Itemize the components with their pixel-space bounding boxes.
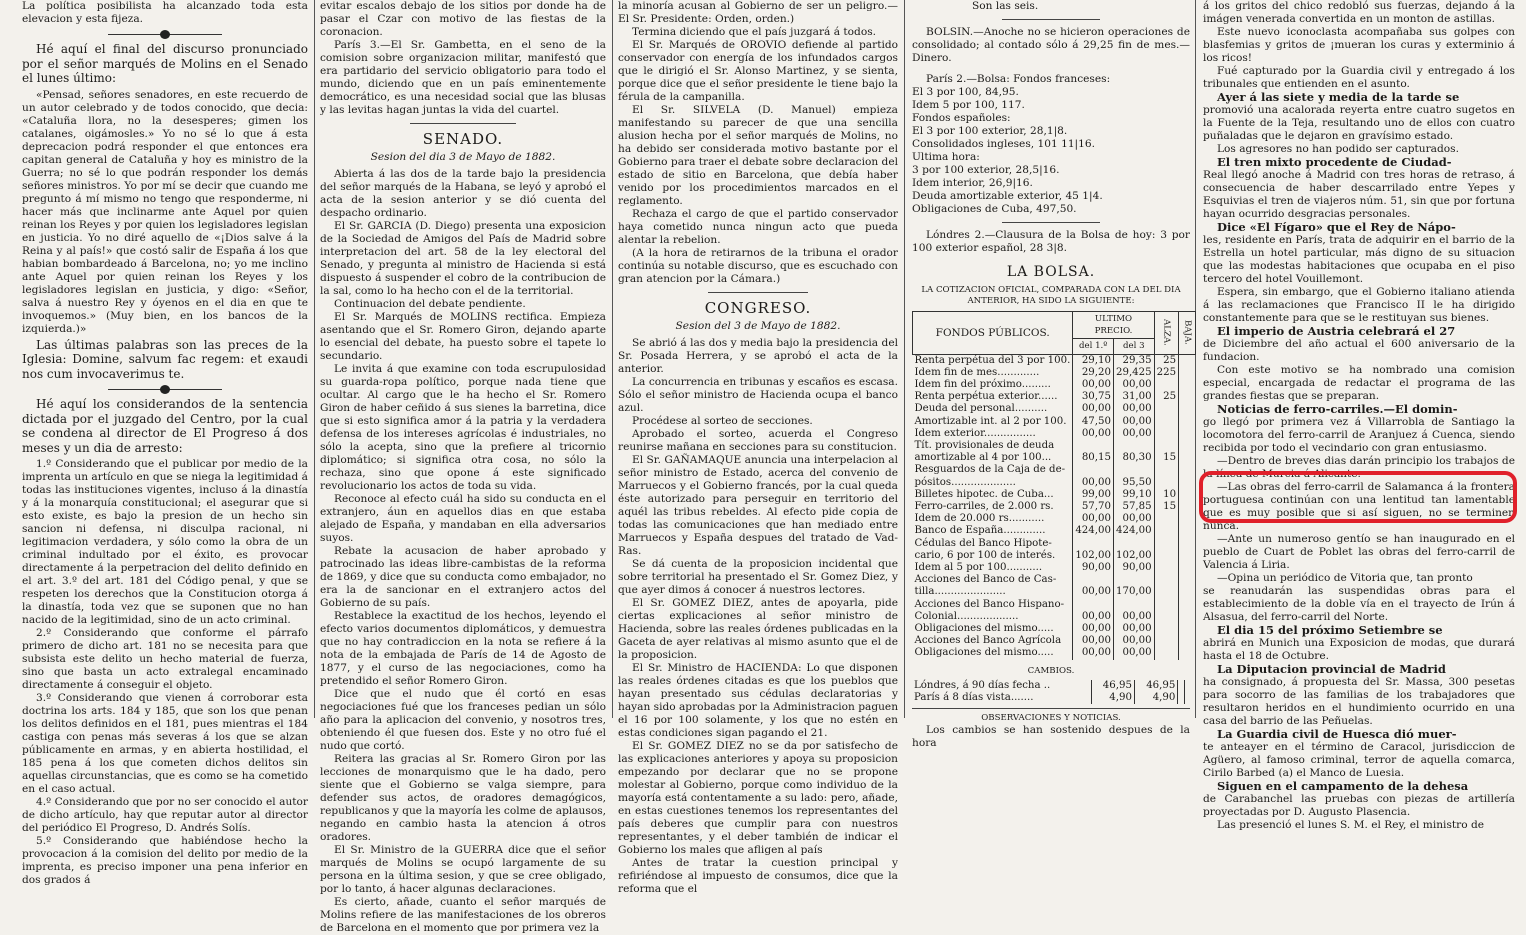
baja-value [1179,623,1196,635]
alza-value [1154,599,1178,611]
alza-value [1154,477,1178,489]
fondo-name: Acciones del Banco Hispano- [914,598,1065,610]
precio-del-1: 00,00 [1073,635,1114,647]
precio-del-3: 90,00 [1113,562,1154,574]
column-3 [618,0,899,895]
col4-top: Son las seis. [972,0,1039,12]
col5-para-9: Con este motivo se ha nombrado una comision especial, encargada de redactar el programa de las grandes fiestas que se preparan. [1203,364,1515,402]
paris-bolsa-line: Deuda amortizable exterior, 45 1|4. [912,190,1103,202]
alza-value: 15 [1154,501,1178,513]
red-highlight-box [1199,471,1517,523]
congreso-para-2: La concurrencia en tribunas y escaños es escasa. Sólo el señor ministro de Hacienda ocupa el banco azul. [618,376,898,414]
news-heading-ayer: Ayer á las siete y media de la tarde se [1217,90,1460,104]
news-heading-figaro: Dice «El Fígaro» que el Rey de Nápo- [1217,220,1456,234]
cambio-baja [1184,680,1190,692]
paris-bolsa-lines [912,73,1190,216]
paris-bolsa-line: Idem 5 por 100, 117. [912,99,1025,111]
paris-bolsa-line: Ultima hora: [912,151,980,163]
section-rule [410,123,516,124]
fondo-name: Resguardos de la Caja de de- [914,464,1066,476]
precio-del-3: 00,00 [1113,416,1154,428]
alza-value [1154,611,1178,623]
precio-del-1: 00,00 [1073,428,1114,440]
table-row [913,574,1196,586]
col5-para-8: de Diciembre del año actual el 600 aniversario de la fundacion. [1203,338,1515,363]
baja-value [1179,403,1196,415]
separator-ornament [22,30,308,38]
baja-value [1179,635,1196,647]
fondos-header: FONDOS PÚBLICOS. [913,312,1073,355]
table-row [913,354,1196,367]
fondo-name: Idem fin del próximo......... [914,379,1051,391]
bolsin-paragraph: BOLSIN.—Anoche no se hicieron operaciones de consolidado; al contado sólo á 29,25 fin de mes.—Dinero. [912,26,1190,64]
alza-value [1154,623,1178,635]
bolsa-subtitle: LA COTIZACION OFICIAL, COMPARADA CON LA DEL DIA ANTERIOR, HA SIDO LA SIGUIENTE: [921,285,1181,306]
baja-value [1179,354,1196,367]
col5-para-18: te anteayer en el término de Caracol, jurisdiccion de Agüero, al famoso criminal, terror de aquella comarca, Cirilo Barbed (a) el Manco de Luesia. [1203,741,1515,779]
col5-para-19: de Carabanchel las pruebas con piezas de artillería proyectadas por D. Augusto Plasencia. [1203,793,1515,818]
congreso-para-9: El Sr. GOMEZ DIEZ no se da por satisfecho de las explicaciones anteriores y apoya su proposicion empezando por declarar que no se propone molestar al Gobierno, porque como individuo de la mayoría está contentamente a su lado: pero, añade, en estas cuestiones tenemos los representantes del país deberes que cumplir para con nuestros representantes, y el deber también de indicar el Gobierno los males que afligen al país [618,740,898,856]
table-row [913,391,1196,403]
precio-del-1: 102,00 [1073,550,1114,562]
table-row [913,452,1196,464]
precio-del-1: 00,00 [1073,403,1114,415]
column-rule-1 [314,0,315,718]
precio-del-3: 00,00 [1113,513,1154,525]
precio-del-1 [1073,464,1114,476]
baja-value [1179,452,1196,464]
alza-value [1154,513,1178,525]
col5-para-14-highlighted: —Opina un periódico de Vitoria que, tan pronto [1217,572,1473,584]
fondo-name: tilla...................... [914,586,1006,598]
senado-para-6: Reconoce al efecto cuál ha sido su conducta en el extranjero, áun en aquellos dias en que estaba alejado de España, y mandaban en ella adversarios suyos. [320,493,606,544]
col5-para-12: —Las obras del ferro-carril de Salamanca á la frontera portuguesa continúan con una lentitud tan lamentable que es muy posible que si así siguen, no se terminen nunca. [1203,481,1515,532]
cambio-name: Lóndres, á 90 días fecha .. [914,679,1051,691]
column-rule-2 [612,0,613,718]
col1-intro: Hé aquí el final del discurso pronunciado por el señor marqués de Molins en el Senado el lunes último: [22,42,308,85]
table-row [913,367,1196,379]
baja-value [1179,464,1196,476]
table-row [913,623,1196,635]
col5-para-6: les, residente en París, trata de adquirir en el barrio de la Estrella un hotel particular, más digno de su situacion que las modestas habitaciones que ocupaba en el piso tercero del hotel Vouillemont. [1203,234,1515,285]
fondo-name: Billetes hipotec. de Cuba... [914,488,1054,500]
bolsa-heading: LA BOLSA. [1006,264,1096,280]
col3-para-1: Termina diciendo que el país juzgará á todos. [632,26,876,38]
alza-value [1154,440,1178,452]
precio-del-1: 00,00 [1073,623,1114,635]
col5-para-1: Este nuevo iconoclasta acompañaba sus golpes con blasfemias y gritos de ¡mueran los curas y exterminio á los ricos! [1203,26,1515,64]
col3-para-3: El Sr. SILVELA (D. Manuel) empieza manifestando su parecer de que una sencilla alusion hecha por el señor marqués de Molins, no ha debido ser considerada motivo bastante por el Gobierno para traer el debate sobre declaracion del estado de sitio en Barcelona, que debía haber venido por los procedimientos marcados en el reglamento. [618,104,898,207]
table-row [913,379,1196,391]
table-row [913,513,1196,525]
precio-del-1: 00,00 [1073,586,1114,598]
baja-value [1179,428,1196,440]
congreso-para-3: Procédese al sorteo de secciones. [632,415,813,427]
fondo-name: Idem fin de mes............. [914,366,1040,378]
congreso-heading: CONGRESO. [704,299,812,317]
alza-value [1154,538,1178,550]
baja-value [1179,513,1196,525]
londres-paragraph: Lóndres 2.—Clausura de la Bolsa de hoy: 3 por 100 exterior español, 28 3|8. [912,229,1190,254]
congreso-para-6: Se dá cuenta de la proposicion incidental que sobre territorial ha presentado el Sr. Gomez Diez, y que ayer dimos á conocer á nuestros lectores. [618,558,898,596]
senado-para-3: Continuacion del debate pendiente. [334,298,526,310]
congreso-session-date: Sesion del 3 de Mayo de 1882. [675,320,841,332]
news-heading-tren: El tren mixto procedente de Ciudad- [1217,155,1452,169]
precio-del-1: 30,75 [1073,391,1114,403]
fondo-name: Renta perpétua del 3 por 100. [914,354,1071,366]
col1-speech-quote: «Pensad, señores senadores, en este recuerdo de un autor celebrado y de todos conocido, que decia: «Cataluña llora, no la desesperes; gimen los catalanes, oigámosles.» Yo no sé lo que á esta deprecacion podrá responder el que entonces era capitan general de Cataluña y hoy es ministro de la Guerra; no sé lo que podrán responder los demás señores ministros. Yo por mí se decir que cuando me pregunto á mí mismo no tengo que responderme, ni hacer más que inclinarme ante Aquel por quien reinan los Reyes y por quien los legisladores legislan en justicia. Yo no diré aquello de «¡Dios salve á la Reina y al país!» que costó salir de España á los que habian bombardeado á Barcelona, no; yo me inclino ante Aquel por quien reinan los Reyes y los legisladores legislan en justicia, y digo: «Señor, salva á nuestro Rey y óyenos en el dia en que te invoquemos.» (Muy bien, en los bancos de la izquierda.)» [22,88,308,335]
col1-considerando-5: 5.º Considerando que habiéndose hecho la provocacion á la comision del delito por medio de la imprenta, es preciso imponer una pena inferior en dos grados á [22,835,308,886]
alza-value [1154,464,1178,476]
fondo-name: Idem exterior................ [914,427,1036,439]
baja-value [1179,550,1196,562]
alza-value [1154,647,1178,659]
baja-header: BAJA. [1179,312,1196,355]
precio-del-1 [1073,538,1114,550]
col5-para-11: —Dentro de breves dias darán principio los trabajos de la línea de Murcia á Alicante. [1203,455,1515,480]
baja-value [1179,379,1196,391]
cambio-del-1: 46,95 [1091,680,1134,692]
alza-value [1154,635,1178,647]
baja-value [1179,416,1196,428]
table-row [912,680,1190,692]
table-row [913,525,1196,537]
fondo-name: Cédulas del Banco Hipote- [914,537,1052,549]
fondo-name: Acciones del Banco Agrícola [914,635,1062,647]
alza-value: 15 [1154,452,1178,464]
precio-del-3: 00,00 [1113,623,1154,635]
senado-para-7: Rebate la acusacion de haber aprobado y patrocinado las ideas libre-cambistas de la reforma de 1869, y dice que su conducta como embajador, no era la de sancionar en el extranjero actos del Gobierno de su país. [320,545,606,609]
precio-del-1: 00,00 [1073,647,1114,659]
senado-para-5: Le invita á que examine con toda escrupulosidad su guarda-ropa político, porque nada tiene que ocultar. Al cargo que le ha hecho el Sr. Romero Giron de haber ceñido á sus sienes la barretina, dice que si esto significa amor á la patria y la verdadera defensa de los intereses agrícolas é industriales, no sólo la acepta, sino que la prefiere al tricornio diplomático; si significa otra cosa, no sólo la rechaza, sino que opone á este significado revolucionario los actos de toda su vida. [320,363,606,492]
fondo-name: cario, 6 por 100 de interés. [914,549,1056,561]
baja-value [1179,489,1196,501]
precio-del-1: 00,00 [1073,477,1114,489]
alza-value [1154,379,1178,391]
baja-value [1179,440,1196,452]
section-rule [1002,19,1100,20]
fondo-name: Tít. provisionales de deuda [914,440,1055,452]
precio-del-3: 29,35 [1113,354,1154,367]
precio-del-1: 00,00 [1073,379,1114,391]
precio-del-1: 29,10 [1073,354,1114,367]
news-heading-ferrocarriles: Noticias de ferro-carriles.—El domin- [1217,402,1458,416]
congreso-para-10: Antes de tratar la cuestion principal y refiriéndose al impuesto de consumos, dice que la reforma que el [618,857,898,895]
cambio-baja [1184,692,1190,704]
fondo-name: Deuda del personal.......... [914,403,1048,415]
senado-para-1: Abierta á las dos de la tarde bajo la presidencia del señor marqués de la Habana, se leyó y aprobó el acta de la sesion anterior y se dió cuenta del despacho ordinario. [320,168,606,219]
baja-value [1179,574,1196,586]
fondo-name: Banco de España............. [914,525,1046,537]
table-row [913,611,1196,623]
baja-value [1179,611,1196,623]
table-row [913,562,1196,574]
precio-del-1: 00,00 [1073,513,1114,525]
col1-prayer: Las últimas palabras son las preces de la Iglesia: Domine, salvum fac regem: et exaudi nos cum invocaverimus te. [22,337,308,381]
precio-del-3: 00,00 [1113,379,1154,391]
precio-del-3: 31,00 [1113,391,1154,403]
precio-del-3 [1113,538,1154,550]
table-row [912,692,1190,704]
col2-paris-telegram: París 3.—El Sr. Gambetta, en el seno de la comision sobre organizacion militar, manifestó que era partidario del servicio obligatorio para todo el mundo, diciendo que en un país eminentemente democrático, es una necesidad social que las blusas y las levitas hagan juntas la vida del cuartel. [320,39,606,116]
paris-bolsa-line: Fondos españoles: [912,112,1011,124]
col3-para-5: (A la hora de retirarnos de la tribuna el orador continúa su notable discurso, que es escuchado con gran atencion por la Cámara.) [618,247,898,285]
col5-para-7: Espera, sin embargo, que el Gobierno italiano atienda á las reclamaciones que Francisco II le ha dirigido constantemente para que se le restituyan sus bienes. [1203,286,1515,324]
table-row [913,489,1196,501]
fondo-name: Ferro-carriles, de 2.000 rs. [914,501,1054,513]
col5-para-10: go llegó por primera vez á Villarrobla de Santiago la locomotora del ferro-carril de Aranjuez á Cuenca, siendo recibida por todo el vecindario con gran entusiasmo. [1203,416,1515,454]
table-row [913,586,1196,598]
paris-bolsa-line: Obligaciones de Cuba, 497,50. [912,203,1077,215]
senado-para-9: Dice que el nudo que él cortó en esas negociaciones fué que los franceses pedian un sólo año para la aplicacion del convenio, y nosotros tres, obteniendo él que fuesen dos. Este y no otro fué el nudo que cortó. [320,688,606,752]
table-row [913,599,1196,611]
precio-del-1: 80,15 [1073,452,1114,464]
section-rule [708,292,808,293]
congreso-para-5: El Sr. GAÑAMAQUE anuncia una interpelacion al señor ministro de Estado, acerca del convenio de Marruecos y el Gobierno francés, por la cual queda éste autorizado para perseguir en territorio del aquél las tribus rebeldes. Al efecto pide copia de todas las comunicaciones que han mediado entre Marruecos y España despues del tratado de Vad-Ras. [618,454,898,557]
alza-value [1154,550,1178,562]
congreso-para-7: El Sr. GOMEZ DIEZ, antes de apoyarla, pide ciertas explicaciones al señor ministro de Hacienda, sobre las reales órdenes publicadas en la Gaceta de ayer relativas al mismo asunto que el de la proposicion. [618,597,898,661]
precio-del-3: 00,00 [1113,403,1154,415]
baja-value [1179,599,1196,611]
alza-value: 25 [1154,354,1178,367]
col5-para-13-highlighted: —Ante un numeroso gentío se han inaugurado en el pueblo de Cuart de Poblet las obras del ferro-carril de Valencia á Liria. [1203,533,1515,571]
senado-session-date: Sesion del dia 3 de Mayo de 1882. [370,151,556,163]
column-4 [912,0,1193,750]
paris-bolsa-line: El 3 por 100 exterior, 28,1|8. [912,125,1068,137]
table-row [913,550,1196,562]
fondo-name: Amortizable int. al 2 por 100. [914,415,1067,427]
baja-value [1179,367,1196,379]
precio-del-3: 00,00 [1113,647,1154,659]
paris-bolsa-line: 3 por 100 exterior, 28,5|16. [912,164,1060,176]
col1-considerando-2: 2.º Considerando que conforme el párrafo primero de dicho art. 181 no se necesita para que subsista este delito un hecho material de fuerza, sino que basta un acto extralegal encaminado directamente á conseguir el objeto. [22,627,308,691]
fondos-table [912,311,1196,660]
col1-top: La política posibilista ha alcanzado toda esta elevacion y esta fijeza. [22,0,308,25]
table-row [913,501,1196,513]
column-2 [320,0,606,934]
paris-bolsa-line: París 2.—Bolsa: Fondos franceses: [926,73,1111,85]
news-heading-setiembre: El dia 15 del próximo Setiembre se [1217,623,1443,637]
col1-considerando-3: 3.º Considerando que vienen á corroborar esta doctrina los arts. 184 y 185, que son los que penan los delitos definidos en el 181, pues mientras el 184 castiga con penas más severas á los que se alzan públicamente en armas, y en abierta hostilidad, el 185 pena á los que cometen dichos delitos sin aquellas circunstancias, que es como se ha cometido en el caso actual. [22,692,308,795]
precio-del-3: 00,00 [1113,611,1154,623]
fondo-name: amortizable al 4 por 100... [914,452,1052,464]
alza-value [1154,525,1178,537]
baja-value [1179,525,1196,537]
precio-del-3 [1113,599,1154,611]
column-1 [22,0,308,886]
fondo-name: Obligaciones del mismo..... [914,623,1054,635]
section-rule [1002,222,1100,223]
section-rule [912,708,1190,709]
news-heading-carabanchel: Siguen en el campamento de la dehesa [1217,779,1469,793]
precio-del-1: 00,00 [1073,611,1114,623]
paris-bolsa-line: Consolidados ingleses, 101 11|16. [912,138,1095,150]
precio-del-1: 47,50 [1073,416,1114,428]
baja-value [1179,562,1196,574]
senado-para-11: El Sr. Ministro de la GUERRA dice que el señor marqués de Molins se ocupó largamente de su persona en la última sesion, y que se cree obligado, por lo tanto, á hacer algunas declaraciones. [320,844,606,895]
col1-considerando-4: 4.º Considerando que por no ser conocido el autor de dicho artículo, hay que reputar autor al director del periódico El Progreso, D. Andrés Solís. [22,796,308,834]
paris-bolsa-line: Idem interior, 26,9|16. [912,177,1033,189]
col5-para-3: promovió una acalorada reyerta entre cuatro sugetos en la Fuente de la Teja, resultando uno de ellos con cuatro puñaladas que le dejaron en gravísimo estado. [1203,104,1515,142]
col5-para-17: ha consignado, á propuesta del Sr. Massa, 300 pesetas para socorro de las familias de los trabajadores que resultaron heridos en el hundimiento ocurrido en una casa del barrio de las Peñuelas. [1203,676,1515,727]
col5-para-4: Los agresores no han podido ser capturados. [1217,143,1459,155]
table-row [913,428,1196,440]
table-row [913,403,1196,415]
congreso-para-8: El Sr. Ministro de HACIENDA: Lo que disponen las reales órdenes citadas es que los pueblos que hayan presentado sus cédulas declaratorias y hayan sido aprobadas por la Administracion paguen el 16 por 100 solamente, y los que no estén en estas condiciones sigan pagando el 21. [618,662,899,739]
col5-para-5: Real llegó anoche á Madrid con tres horas de retraso, á consecuencia de haber descarrilado entre Yepes y Esquivias el tren de viajeros núm. 51, sin que por fortuna hayan ocurrido desgracias personales. [1203,169,1515,220]
col5-para-15: se reanudarán las suspendidas obras para el establecimiento de la doble vía en el trayecto de Irún á Alsasua, del ferro-carril del Norte. [1203,585,1515,623]
precio-del-3 [1113,574,1154,586]
precio-del-3: 95,50 [1113,477,1154,489]
alza-header: ALZA. [1154,312,1178,355]
precio-del-3: 80,30 [1113,452,1154,464]
fondo-name: Renta perpétua exterior...... [914,391,1058,403]
del1-header: del 1.º [1073,339,1114,354]
col3-para-2: El Sr. Marqués de OROVIO defiende al partido conservador con energía de los infundados cargos que le dirigió el Sr. Alonso Martinez, y se sienta, porque dice que el señor presidente le tiene bajo la férula de la campanilla. [618,39,898,103]
table-row [913,647,1196,659]
baja-value [1179,501,1196,513]
col5-para-20: Las presenció el lunes S. M. el Rey, el ministro de [1217,819,1484,831]
alza-value [1154,586,1178,598]
table-row [913,477,1196,489]
congreso-para-4: Aprobado el sorteo, acuerda el Congreso reunirse mañana en secciones para su constitucion. [618,428,898,453]
precio-del-3: 29,425 [1113,367,1154,379]
col1-considerando-1: 1.º Considerando que el publicar por medio de la imprenta un artículo en que se niega la legitimidad á todas las instituciones vigentes, incluso á la dinastía y á la monarquía constitucional; el asegurar que si esto existe, es bajo la presion de un hecho sin sancion ni defensa, ni disculpa racional, ni legitimacion verdadera, y sólo como la obra de un criminal indultado por el éxito, es provocar directamente á la perpetracion del delito definido en el art. 3.º del art. 181 del Código penal, y que se respeten los derechos que la Constitucion otorga á la dinastía, toda vez que se suponen que no han nacido de la legitimidad, sino de un acto criminal. [22,458,308,626]
alza-value [1154,562,1178,574]
col5-para-16: abrirá en Munich una Exposicion de modas, que durará hasta el 18 de Octubre. [1203,637,1515,662]
precio-del-3: 170,00 [1113,586,1154,598]
fondo-name: Acciones del Banco de Cas- [914,574,1057,586]
alza-value: 225 [1154,367,1178,379]
cambio-del-3: 46,95 [1134,680,1177,692]
del3-header: del 3 [1113,339,1154,354]
senado-para-8: Restablece la exactitud de los hechos, leyendo el efecto varios documentos diplomáticos, y demuestra que no hay contradiccion en la nota se refiere á la nota de la embajada de París de 14 de Agosto de 1877, y el curso de las negociaciones, como ha pretendido el señor Romero Giron. [320,610,606,687]
senado-para-4: El Sr. Marqués de MOLINS rectifica. Empieza asentando que el Sr. Romero Giron, dejando aparte lo esencial del debate, ha puesto sobre el tapete lo secundario. [320,311,606,362]
precio-del-1: 29,20 [1073,367,1114,379]
col1-sentence-intro: Hé aquí los considerandos de la sentencia dictada por el juzgado del Centro, por la cual se condena al director de El Progreso á dos meses y un dia de arresto: [22,397,308,455]
table-row [913,464,1196,476]
col2-top: evitar escalos debajo de los sitios por donde ha de pasar el Czar con motivo de las fiestas de la coronacion. [320,0,606,38]
fondo-name: Idem de 20.000 rs........... [914,513,1045,525]
precio-del-1: 57,70 [1073,501,1114,513]
cambio-name: París á 8 días vista....... [914,691,1034,703]
fondo-name: Idem al 5 por 100........... [914,562,1043,574]
alza-value [1154,416,1178,428]
baja-value [1179,477,1196,489]
alza-value [1154,428,1178,440]
senado-para-12: Es cierto, añade, cuanto el señor marqués de Molins refiere de las manifestaciones de los obreros de Barcelona en el momento que por primera vez la [320,896,606,934]
precio-del-3: 424,00 [1113,525,1154,537]
senado-heading: SENADO. [422,130,504,148]
precio-del-1: 90,00 [1073,562,1114,574]
precio-del-1 [1073,440,1114,452]
senado-para-2: El Sr. GARCIA (D. Diego) presenta una exposicion de la Sociedad de Amigos del País de Madrid sobre interpretacion del art. 58 de la ley electoral del Senado, y pregunta al ministro de Hacienda si está dispuesto á suspender el cobro de la contribucion de la sal, como lo ha hecho con el de la territorial. [320,220,606,297]
column-rule-3 [904,0,905,718]
precio-del-3: 00,00 [1113,428,1154,440]
precio-del-3: 99,10 [1113,489,1154,501]
precio-del-1 [1073,599,1114,611]
precio-del-3 [1113,464,1154,476]
cambio-del-3: 4,90 [1134,692,1177,704]
col5-para-2: Fué capturado por la Guardia civil y entregado á los tribunales que entienden en el asunto. [1203,65,1515,90]
precio-del-1 [1073,574,1114,586]
fondo-name: Colonial................... [914,610,1019,622]
baja-value [1179,586,1196,598]
col3-para-4: Rechaza el cargo de que el partido conservador haya cometido nunca ningun acto que pueda alentar la rebelion. [618,208,898,246]
cambio-del-1: 4,90 [1091,692,1134,704]
alza-value: 25 [1154,391,1178,403]
observaciones-text: Los cambios se han sostenido despues de la hora [912,724,1190,750]
ultimo-precio-header: ULTIMO PRECIO. [1073,312,1154,339]
table-row [913,635,1196,647]
precio-del-3: 00,00 [1113,635,1154,647]
cambios-table [912,680,1190,704]
alza-value: 10 [1154,489,1178,501]
column-5 [1203,0,1515,831]
news-heading-huesca: La Guardia civil de Huesca dió muer- [1217,727,1457,741]
congreso-para-1: Se abrió á las dos y media bajo la presidencia del Sr. Posada Herrera, y se aprobó el acta de la anterior. [618,337,898,375]
baja-value [1179,647,1196,659]
table-row [913,538,1196,550]
table-row [913,440,1196,452]
col3-top: la minoría acusan al Gobierno de ser un peligro.—El Sr. Presidente: Orden, orden.) [618,0,898,25]
baja-value [1179,391,1196,403]
table-row [913,416,1196,428]
news-heading-diputacion: La Diputacion provincial de Madrid [1217,662,1446,676]
cambios-heading: CAMBIOS. [1027,665,1075,676]
news-heading-austria: El imperio de Austria celebrará el 27 [1217,324,1456,338]
observaciones-heading: OBSERVACIONES Y NOTICIAS. [981,713,1121,724]
precio-del-1: 424,00 [1073,525,1114,537]
precio-del-1: 99,00 [1073,489,1114,501]
col5-top: á los gritos del chico redobló sus fuerzas, dejando á la imágen venerada convertida en un monton de astillas. [1203,0,1515,25]
alza-value [1154,574,1178,586]
paris-bolsa-line: El 3 por 100, 84,95. [912,86,1019,98]
fondo-name: pósitos.................... [914,476,1016,488]
precio-del-3: 57,85 [1113,501,1154,513]
alza-value [1154,403,1178,415]
senado-para-10: Reitera las gracias al Sr. Romero Giron por las lecciones de monarquismo que le ha dado, pero siente que el Gobierno se valga siempre, para defender sus actos, de oradores demagógicos, republicanos y que la mayoría les colme de aplausos, negando en cambio hasta la atencion á otros oradores. [320,753,606,843]
precio-del-3 [1113,440,1154,452]
fondo-name: Obligaciones del mismo..... [914,647,1054,659]
separator-ornament [22,385,308,393]
baja-value [1179,538,1196,550]
precio-del-3: 102,00 [1113,550,1154,562]
